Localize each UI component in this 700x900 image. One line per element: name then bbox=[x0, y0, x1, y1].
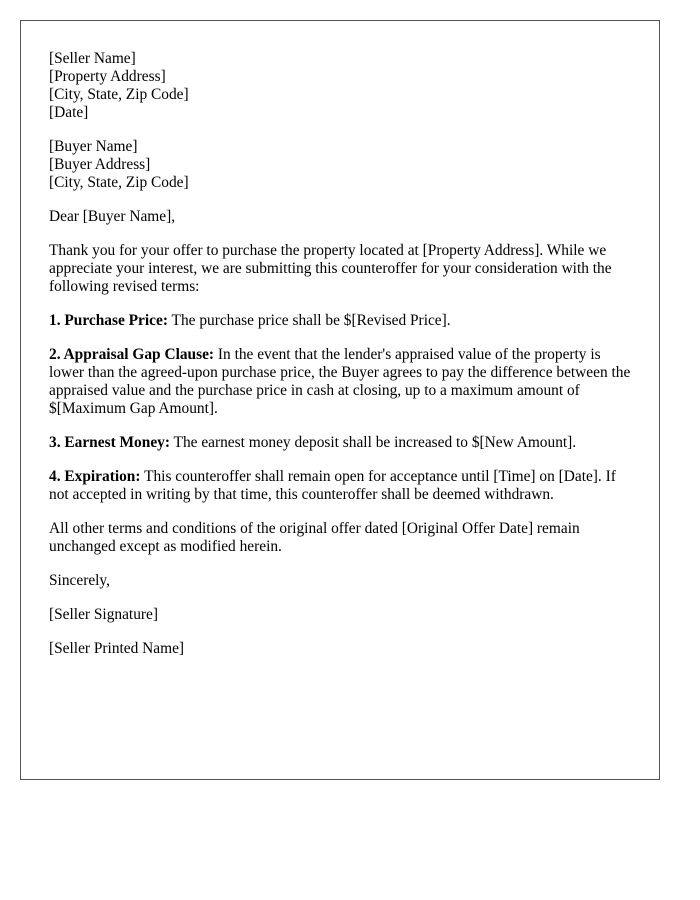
printed-name-placeholder: [Seller Printed Name] bbox=[49, 640, 185, 657]
seller-address-block bbox=[49, 50, 631, 122]
intro-paragraph: Thank you for your offer to purchase the property located at [Property Address]. While we appreciate your interest, we are submitting this counteroffer for your consideration with the following revised terms: bbox=[49, 242, 612, 295]
seller-city-state-zip: [City, State, Zip Code] bbox=[49, 86, 189, 103]
term-label: 4. Expiration: bbox=[49, 468, 141, 485]
seller-name: [Seller Name] bbox=[49, 50, 136, 67]
term-text: In the event that the lender's appraised value of the property is lower than the agreed-upon purchase price, the Buyer agrees to pay the difference between the appraised value and the purchase price in cash at closing, up to a maximum amount of $[Maximum Gap Amount]. bbox=[49, 346, 631, 417]
term-label: 3. Earnest Money: bbox=[49, 434, 170, 451]
term-appraisal-gap bbox=[49, 346, 631, 418]
term-text: This counteroffer shall remain open for acceptance until [Time] on [Date]. If not accepted in writing by that time, this counteroffer shall be deemed withdrawn. bbox=[49, 468, 616, 503]
term-expiration bbox=[49, 468, 631, 504]
signature-placeholder: [Seller Signature] bbox=[49, 606, 158, 623]
property-address: [Property Address] bbox=[49, 68, 166, 85]
sign-off: Sincerely, bbox=[49, 572, 110, 589]
term-text: The earnest money deposit shall be increased to $[New Amount]. bbox=[169, 434, 577, 451]
term-purchase-price bbox=[49, 312, 631, 330]
buyer-address: [Buyer Address] bbox=[49, 156, 151, 173]
term-label: 2. Appraisal Gap Clause: bbox=[49, 346, 215, 363]
term-label: 1. Purchase Price: bbox=[49, 312, 168, 329]
buyer-name: [Buyer Name] bbox=[49, 138, 138, 155]
letter-date: [Date] bbox=[49, 104, 89, 121]
salutation: Dear [Buyer Name], bbox=[49, 208, 176, 225]
buyer-city-state-zip: [City, State, Zip Code] bbox=[49, 174, 189, 191]
term-earnest-money bbox=[49, 434, 631, 452]
term-text: The purchase price shall be $[Revised Price]. bbox=[167, 312, 451, 329]
letter-page bbox=[20, 20, 660, 780]
buyer-address-block bbox=[49, 138, 631, 192]
closing-paragraph: All other terms and conditions of the original offer dated [Original Offer Date] remain unchanged except as modified herein. bbox=[49, 520, 580, 555]
